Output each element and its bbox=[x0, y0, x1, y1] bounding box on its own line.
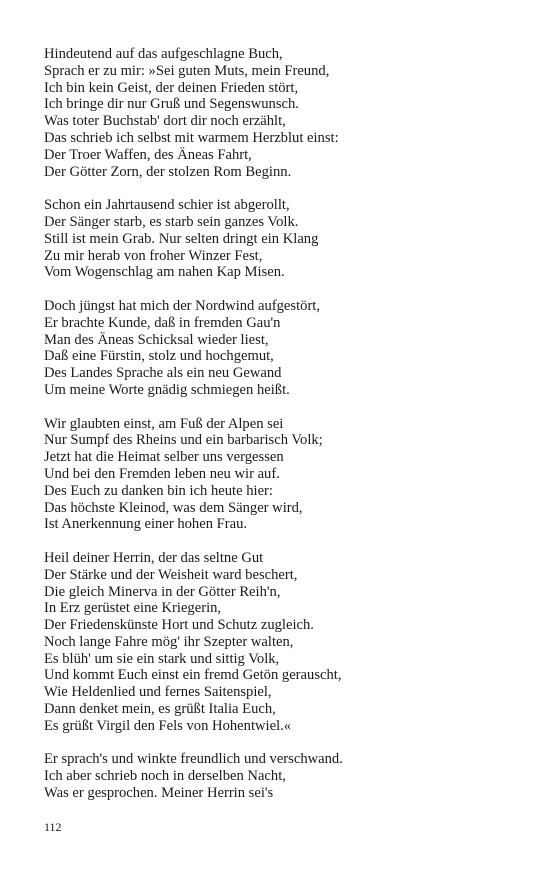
poem-line: Man des Äneas Schicksal wieder liest, bbox=[44, 331, 269, 348]
stanza bbox=[44, 197, 514, 281]
poem-line: Um meine Worte gnädig schmiegen heißt. bbox=[44, 381, 290, 398]
poem-line: Der Götter Zorn, der stolzen Rom Beginn. bbox=[44, 163, 292, 180]
poem-line: Daß eine Fürstin, stolz und hochgemut, bbox=[44, 348, 274, 365]
poem-line: Er sprach's und winkte freundlich und verschwand. bbox=[44, 751, 343, 768]
poem-line: Der Friedenskünste Hort und Schutz zugleich. bbox=[44, 617, 314, 634]
poem-line: Ich bin kein Geist, der deinen Frieden stört, bbox=[44, 79, 299, 96]
stanza bbox=[44, 751, 514, 801]
poem-line: Es blüh' um sie ein stark und sittig Volk, bbox=[44, 650, 280, 667]
poem-text bbox=[44, 46, 514, 819]
poem-line: Wir glaubten einst, am Fuß der Alpen sei bbox=[44, 415, 284, 432]
poem-line: Schon ein Jahrtausend schier ist abgerollt, bbox=[44, 197, 290, 214]
poem-line: In Erz gerüstet eine Kriegerin, bbox=[44, 600, 222, 617]
poem-line: Der Stärke und der Weisheit ward beschert, bbox=[44, 566, 298, 583]
poem-line: Was er gesprochen. Meiner Herrin sei's bbox=[44, 785, 274, 802]
poem-line: Der Sänger starb, es starb sein ganzes Volk. bbox=[44, 213, 299, 230]
poem-line: Vom Wogenschlag am nahen Kap Misen. bbox=[44, 264, 285, 281]
poem-line: Der Troer Waffen, des Äneas Fahrt, bbox=[44, 146, 252, 163]
poem-line: Die gleich Minerva in der Götter Reih'n, bbox=[44, 583, 281, 600]
poem-line: Noch lange Fahre mög' ihr Szepter walten, bbox=[44, 633, 294, 650]
poem-line: Das schrieb ich selbst mit warmem Herzblut einst: bbox=[44, 129, 339, 146]
poem-line: Und kommt Euch einst ein fremd Getön gerauscht, bbox=[44, 667, 342, 684]
poem-line: Hindeutend auf das aufgeschlagne Buch, bbox=[44, 46, 283, 62]
stanza bbox=[44, 416, 514, 534]
poem-line: Was toter Buchstab' dort dir noch erzählt, bbox=[44, 113, 286, 130]
poem-line: Nur Sumpf des Rheins und ein barbarisch Volk; bbox=[44, 432, 323, 449]
stanza bbox=[44, 298, 514, 399]
poem-line: Doch jüngst hat mich der Nordwind aufgestört, bbox=[44, 297, 321, 314]
poem-line: Es grüßt Virgil den Fels von Hohentwiel.« bbox=[44, 717, 292, 734]
poem-line: Ich aber schrieb noch in derselben Nacht, bbox=[44, 768, 286, 785]
poem-line: Er brachte Kunde, daß in fremden Gau'n bbox=[44, 314, 281, 331]
poem-line: Sprach er zu mir: »Sei guten Muts, mein Freund, bbox=[44, 62, 330, 79]
poem-line: Still ist mein Grab. Nur selten dringt ein Klang bbox=[44, 230, 319, 247]
poem-line: Dann denket mein, es grüßt Italia Euch, bbox=[44, 701, 276, 718]
poem-line: Des Euch zu danken bin ich heute hier: bbox=[44, 482, 273, 499]
poem-line: Und bei den Fremden leben neu wir auf. bbox=[44, 465, 280, 482]
stanza bbox=[44, 46, 514, 180]
poem-line: Jetzt hat die Heimat selber uns vergessen bbox=[44, 449, 284, 466]
stanza bbox=[44, 550, 514, 735]
poem-line: Das höchste Kleinod, was dem Sänger wird, bbox=[44, 499, 303, 516]
poem-line: Wie Heldenlied und fernes Saitenspiel, bbox=[44, 684, 272, 701]
poem-line: Ist Anerkennung einer hohen Frau. bbox=[44, 516, 248, 533]
poem-line: Ich bringe dir nur Gruß und Segenswunsch. bbox=[44, 96, 299, 113]
poem-line: Des Landes Sprache als ein neu Gewand bbox=[44, 365, 282, 382]
poem-line: Heil deiner Herrin, der das seltne Gut bbox=[44, 549, 264, 566]
page-number: 112 bbox=[44, 820, 62, 834]
poem-line: Zu mir herab von froher Winzer Fest, bbox=[44, 247, 263, 264]
